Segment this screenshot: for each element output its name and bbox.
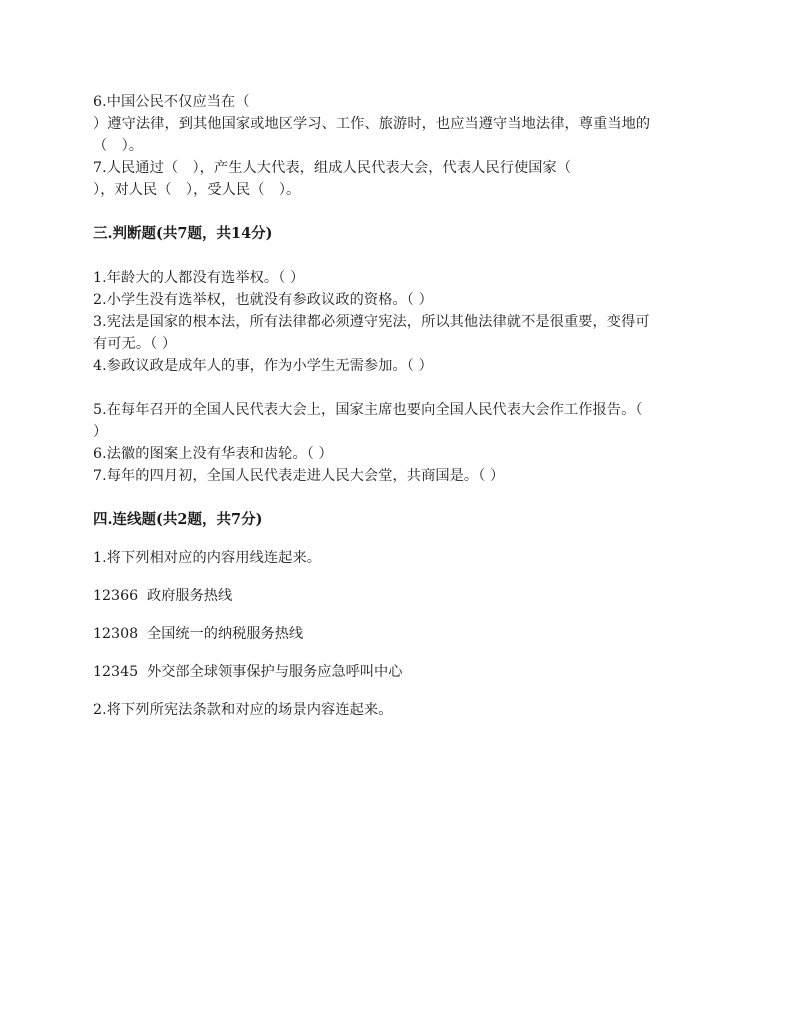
question-6-line-2: ）遵守法律，到其他国家或地区学习、工作、旅游时，也应当遵守当地法律，尊重当地的 [93, 116, 651, 132]
judge-item-2: 2.小学生没有选举权，也就没有参政议政的资格。（ ） [93, 292, 433, 308]
match-code: 12366 [93, 588, 139, 604]
match-row [93, 585, 705, 607]
match-row [93, 623, 705, 645]
judge-item-3-line-2: 有可无。（ ） [93, 336, 177, 352]
match-row [93, 661, 705, 683]
match-code: 12345 [93, 664, 139, 680]
question-7-line-2: ），对人民（ ），受人民（ ）。 [93, 182, 301, 198]
match-code: 12308 [93, 626, 139, 642]
question-7 [93, 157, 705, 201]
judge-item-5-line-2: ） [93, 424, 108, 440]
match-question-1: 1.将下列相对应的内容用线连起来。 [93, 550, 322, 566]
section-title-judge: 三.判断题(共7题，共14分) [93, 225, 273, 242]
judge-item-6: 6.法徽的图案上没有华表和齿轮。（ ） [93, 446, 333, 462]
worksheet-page [93, 91, 705, 721]
match-text: 全国统一的纳税服务热线 [147, 626, 304, 642]
question-6-line-1: 6.中国公民不仅应当在（ [93, 94, 250, 110]
match-question-2: 2.将下列所宪法条款和对应的场景内容连起来。 [93, 702, 393, 718]
judge-item-3-line-1: 3.宪法是国家的根本法，所有法律都必须遵守宪法，所以其他法律就不是很重要，变得可 [93, 314, 650, 330]
judge-item-4: 4.参政议政是成年人的事，作为小学生无需参加。（ ） [93, 358, 433, 374]
judge-item-7: 7.每年的四月初，全国人民代表走进人民大会堂，共商国是。（ ） [93, 468, 505, 484]
question-7-line-1: 7.人民通过（ ），产生人大代表，组成人民代表大会，代表人民行使国家（ [93, 160, 572, 176]
judge-item-5-line-1: 5.在每年召开的全国人民代表大会上，国家主席也要向全国人民代表大会作工作报告。（ [93, 402, 643, 418]
judge-list [93, 267, 705, 487]
question-6-line-3: （ ）。 [93, 138, 144, 154]
match-text: 外交部全球领事保护与服务应急呼叫中心 [147, 664, 403, 680]
question-6 [93, 91, 705, 157]
judge-item-1: 1.年龄大的人都没有选举权。（ ） [93, 270, 305, 286]
section-title-match: 四.连线题(共2题，共7分) [93, 511, 263, 528]
match-text: 政府服务热线 [147, 588, 233, 604]
